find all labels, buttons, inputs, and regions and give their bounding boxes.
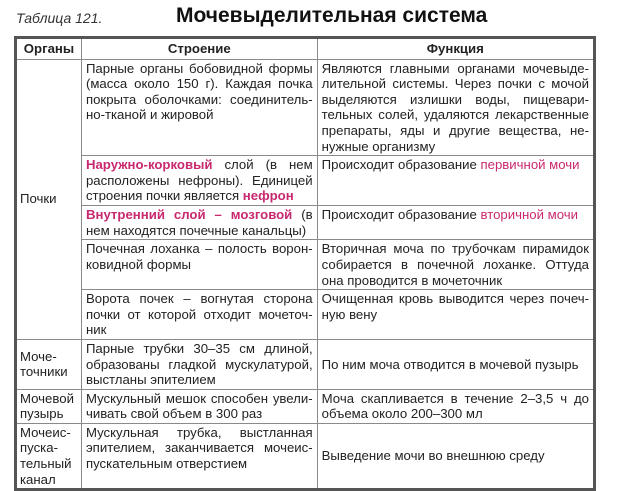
- urinary-system-table: [14, 36, 596, 491]
- function-cell: Происходит образование первичной мочи: [317, 156, 594, 206]
- structure-cell: Мускульная трубка, выстланная эпителием, заканчивается мочеис-пускательным отверстием: [81, 423, 317, 489]
- organ-cell: Мочеис-пуска-тельный канал: [16, 423, 82, 489]
- structure-cell: Парные трубки 30–35 см длиной, образованы гладкой мускулатурой, выстланы эпителием: [81, 339, 317, 389]
- structure-cell: Мускульный мешок способен увели-чивать свой объем в 300 раз: [81, 389, 317, 423]
- organ-cell: Моче-точники: [16, 339, 82, 389]
- function-cell: Моча скапливается в течение 2–3,5 ч до объема около 200–300 мл: [317, 389, 594, 423]
- page-title: Мочевыделительная система: [176, 4, 488, 27]
- function-cell: Очищенная кровь выводится через почеч-ную вену: [317, 290, 594, 340]
- table-caption: Таблица 121.: [16, 10, 103, 26]
- table-row: [16, 389, 595, 423]
- table-row: [16, 339, 595, 389]
- table-row: [16, 206, 595, 240]
- table-row: [16, 59, 595, 156]
- organ-cell: Мочевой пузырь: [16, 389, 82, 423]
- function-cell: По ним моча отводится в мочевой пузырь: [317, 339, 594, 389]
- structure-cell: Ворота почек – вогнутая сторона почки от которой отходит мочеточ-ник: [81, 290, 317, 340]
- table-row: [16, 240, 595, 290]
- function-cell: Выведение мочи во внешнюю среду: [317, 423, 594, 489]
- table-row: [16, 156, 595, 206]
- header-structure: Строение: [81, 38, 317, 60]
- table-row: [16, 290, 595, 340]
- function-cell: Являются главными органами мочевыде-лительной системы. Через почки с мочой выделяются излишки воды, пищевари-тельных солей, удаляются лекарственные препараты, яды и другие вещества, не-нужные организму: [317, 59, 594, 156]
- structure-cell: Внутренний слой – мозговой (в нем находятся почечные канальцы): [81, 206, 317, 240]
- structure-cell: Парные органы бобовидной формы (масса около 150 г). Каждая почка покрыта оболочками: соединитель-но-тканой и жировой: [81, 59, 317, 156]
- structure-cell: Почечная лоханка – полость ворон-ковидной формы: [81, 240, 317, 290]
- organ-cell: Почки: [16, 59, 82, 339]
- table-header-row: [16, 38, 595, 60]
- header-function: Функция: [317, 38, 594, 60]
- function-cell: Вторичная моча по трубочкам пирамидок собирается в почечной лоханке. Оттуда она проводится в мочеточник: [317, 240, 594, 290]
- function-cell: Происходит образование вторичной мочи: [317, 206, 594, 240]
- header-organs: Органы: [16, 38, 82, 60]
- table-row: [16, 423, 595, 489]
- structure-cell: Наружно-корковый слой (в нем расположены нефроны). Единицей строения почки является нефрон: [81, 156, 317, 206]
